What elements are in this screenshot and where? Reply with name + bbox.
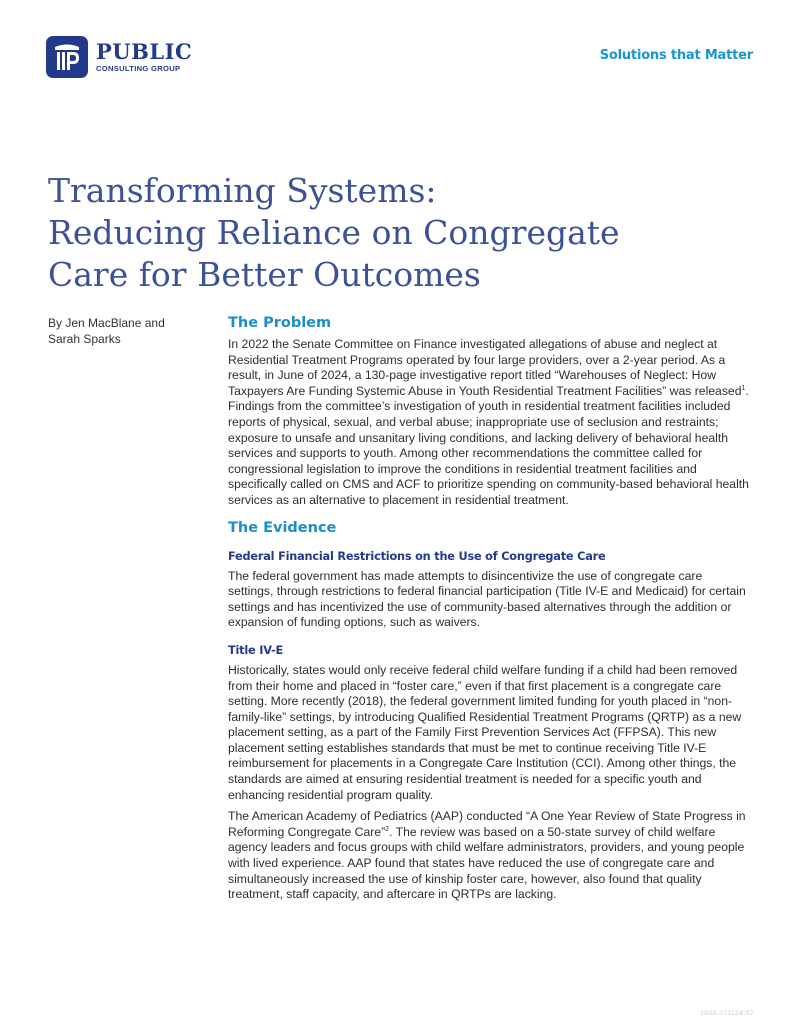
paragraph-text: The American Academy of Pediatrics (AAP) conducted “A One Year Review of State Progress in Reforming Congregate Care” [228,809,746,839]
document-code: 1508-271124:07 [700,1010,754,1017]
main-content [228,314,750,909]
pillar-logo-icon [46,36,88,78]
title-line: Care for Better Outcomes [48,255,481,294]
author-byline [48,315,198,347]
document-title [48,170,668,296]
byline-line: By Jen MacBlane and [48,316,165,330]
paragraph-text: . Findings from the committee’s investigation of youth in residential treatment facilities included reports of physical, sexual, and verbal abuse; inappropriate use of seclusion and restraints; exposure to unsafe and unsanitary living conditions, and lacking delivery of behavioral health services and supports to youth. Among other recommendations the committee called for congressional legislation to improve the conditions in residential treatment facilities and specifically called on CMS and ACF to prioritize spending on community-based behavioral health services as an alternative to placement in residential treatment. [228,383,749,507]
paragraph-text: In 2022 the Senate Committee on Finance investigated allegations of abuse and neglect at Residential Treatment Programs operated by four large providers, over a 2-year period. As a result, in June of 2024, a 130-page investigative report titled “Warehouses of Neglect: How Taxpayers Are Funding Systemic Abuse in Youth Residential Treatment Facilities” was released [228,337,742,398]
title-ive-paragraph: Historically, states would only receive federal child welfare funding if a child had been removed from their home and placed in “foster care,” even if that first placement is a congregate care setting. More recently (2018), the federal government limited funding for youth placed in “non-family-like” settings, by introducing Qualified Residential Treatment Programs (QRTP) as a new placement setting, as a part of the Family First Prevention Services Act (FFPSA). This new placement setting establishes standards that must be met to continue receiving Title IV-E reimbursement for placements in a Congregate Care Institution (CCI). Among other things, the standards are aimed at ensuring residential treatment is needed for a specific youth and enhancing residential program quality. [228,662,742,802]
title-line: Reducing Reliance on Congregate [48,213,620,252]
subheading-title-ive: Title IV-E [228,643,283,657]
logo-subtitle: CONSULTING GROUP [96,64,181,74]
company-logo [46,35,192,79]
byline-line: Sarah Sparks [48,332,121,346]
paragraph-text: . The review was based on a 50-state survey of child welfare agency leaders and focus groups with child welfare administrators, providers, and young people with lived experience. AAP found that states have reduced the use of congregate care and simultaneously increased the use of kinship foster care, however, also found that quality treatment, staff capacity, and aftercare in QRTPs are lacking. [228,824,745,902]
footnote-ref: 2 [385,825,390,833]
evidence-paragraph: The federal government has made attempts to disincentivize the use of congregate care settings, through restrictions to federal financial participation (Title IV-E and Medicaid) for certain settings and has incentivized the use of community-based alternatives through the addition or expansion of funding options, such as waivers. [228,568,746,630]
problem-paragraph [228,337,750,509]
aap-paragraph [228,809,750,903]
title-line: Transforming Systems: [48,171,437,210]
section-heading-problem: The Problem [228,315,332,331]
section-heading-evidence: The Evidence [228,519,337,536]
subheading-federal-restrictions: Federal Financial Restrictions on the Use of Congregate Care [228,549,606,563]
tagline: Solutions that Matter [599,48,753,63]
footnote-ref: 1 [741,384,746,392]
logo-wordmark: PUBLIC [96,39,193,65]
